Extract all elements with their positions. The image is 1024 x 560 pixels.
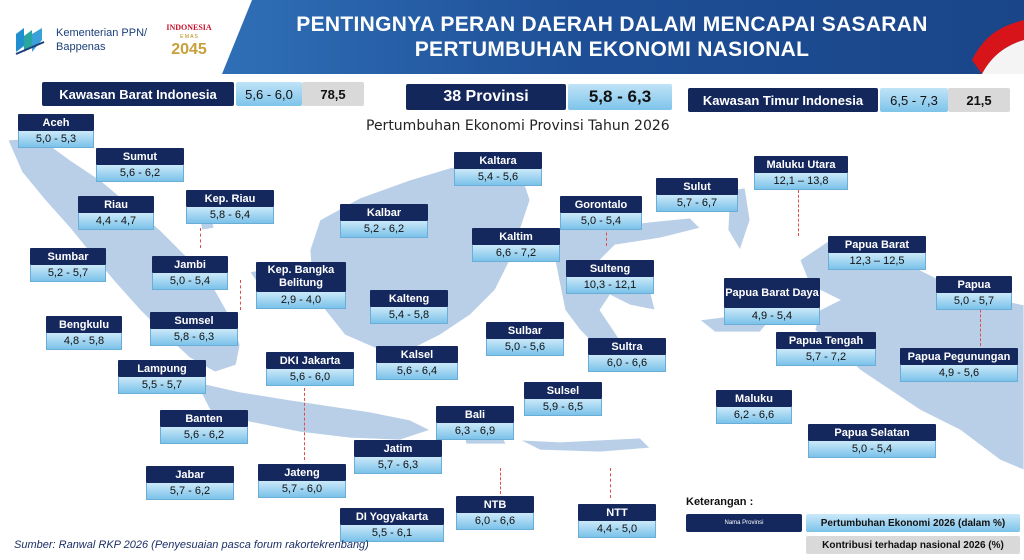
province-kalsel [376,346,458,380]
province-growth: 5,0 - 5,4 [152,273,228,290]
province-sumut [96,148,184,182]
province-sulbar [486,322,564,356]
province-name: Sumbar [30,248,106,265]
province-name: Sultra [588,338,666,355]
legend-growth-key: Pertumbuhan Ekonomi 2026 (dalam %) [806,514,1020,532]
province-name: DKI Jakarta [266,352,354,369]
province-name: Jateng [258,464,346,481]
west-region-growth: 5,6 - 6,0 [236,82,302,106]
province-growth: 4,9 - 5,4 [724,308,820,325]
province-growth: 5,7 - 6,2 [146,483,234,500]
province-growth: 10,3 - 12,1 [566,277,654,294]
province-name: Papua Barat Daya [724,278,820,308]
province-sulteng [566,260,654,294]
province-papua-tengah [776,332,876,366]
east-region-label: Kawasan Timur Indonesia [688,88,878,112]
province-jabar [146,466,234,500]
province-sulut [656,178,738,212]
province-name: Gorontalo [560,196,642,213]
province-growth: 6,0 - 6,6 [588,355,666,372]
province-growth: 4,4 - 5,0 [578,521,656,538]
province-maluku [716,390,792,424]
province-dki-jakarta [266,352,354,386]
province-growth: 5,6 - 6,2 [160,427,248,444]
province-growth: 5,0 - 5,4 [560,213,642,230]
province-kalteng [370,290,448,324]
province-papua [936,276,1012,310]
province-growth: 5,2 - 6,2 [340,221,428,238]
province-kep-riau [186,190,274,224]
province-name: Kep. Bangka Belitung [256,262,346,292]
province-aceh [18,114,94,148]
source-note: Sumber: Ranwal RKP 2026 (Penyesuaian pasca forum rakortekrenbang) [14,539,369,551]
province-name: Papua [936,276,1012,293]
province-sulsel [524,382,602,416]
title-banner [222,0,1024,74]
province-name: Maluku [716,390,792,407]
province-name: Kalsel [376,346,458,363]
legend-contribution-key: Kontribusi terhadap nasional 2026 (%) [806,536,1020,554]
indonesia-emas-logo [160,20,218,58]
province-growth: 5,0 - 5,7 [936,293,1012,310]
province-bengkulu [46,316,122,350]
province-growth: 5,5 - 6,1 [340,525,444,542]
province-growth: 5,2 - 5,7 [30,265,106,282]
svg-text:INDONESIA: INDONESIA [166,23,212,32]
province-growth: 6,2 - 6,6 [716,407,792,424]
province-gorontalo [560,196,642,230]
province-growth: 5,7 - 6,3 [354,457,442,474]
province-kep-bangka-belitung [256,262,346,309]
page-title-line1: PENTINGNYA PERAN DAERAH DALAM MENCAPAI SASARAN [296,13,928,36]
map-subtitle: Pertumbuhan Ekonomi Provinsi Tahun 2026 [366,118,670,134]
province-growth: 5,7 - 7,2 [776,349,876,366]
province-growth: 5,6 - 6,2 [96,165,184,182]
province-jambi [152,256,228,290]
bappenas-logo-icon [12,22,48,58]
province-growth: 5,5 - 5,7 [118,377,206,394]
province-name: Papua Tengah [776,332,876,349]
province-kalbar [340,204,428,238]
province-kaltara [454,152,542,186]
province-name: Sulteng [566,260,654,277]
province-riau [78,196,154,230]
province-banten [160,410,248,444]
svg-text:2045: 2045 [171,41,207,58]
east-region-contribution: 21,5 [948,88,1010,112]
province-growth: 6,3 - 6,9 [436,423,514,440]
leader-line [200,228,201,248]
province-growth: 5,6 - 6,4 [376,363,458,380]
province-growth: 12,1 – 13,8 [754,173,848,190]
national-growth: 5,8 - 6,3 [568,84,672,110]
province-papua-barat [828,236,926,270]
province-growth: 5,7 - 6,7 [656,195,738,212]
province-name: Sulbar [486,322,564,339]
province-growth: 6,6 - 7,2 [472,245,560,262]
east-region-growth: 6,5 - 7,3 [880,88,948,112]
west-region-label: Kawasan Barat Indonesia [42,82,234,106]
province-papua-barat-daya [724,278,820,325]
province-growth: 5,0 - 5,4 [808,441,936,458]
leader-line [304,388,305,460]
province-ntt [578,504,656,538]
province-name: Jatim [354,440,442,457]
province-growth: 5,7 - 6,0 [258,481,346,498]
province-papua-pegunungan [900,348,1018,382]
province-kaltim [472,228,560,262]
province-name: Sulut [656,178,738,195]
province-bali [436,406,514,440]
west-region-contribution: 78,5 [302,82,364,106]
province-name: Aceh [18,114,94,131]
svg-text:E M A S: E M A S [180,34,198,40]
province-name: Maluku Utara [754,156,848,173]
province-maluku-utara [754,156,848,190]
province-growth: 6,0 - 6,6 [456,513,534,530]
province-growth: 5,0 - 5,6 [486,339,564,356]
province-name: Sumsel [150,312,238,329]
province-papua-selatan [808,424,936,458]
province-sumbar [30,248,106,282]
province-name: Jambi [152,256,228,273]
province-jatim [354,440,442,474]
province-name: Papua Pegunungan [900,348,1018,365]
province-name: Sumut [96,148,184,165]
province-name: Kep. Riau [186,190,274,207]
province-name: Papua Selatan [808,424,936,441]
province-growth: 5,4 - 5,8 [370,307,448,324]
province-di-yogyakarta [340,508,444,542]
province-growth: 4,8 - 5,8 [46,333,122,350]
province-name: NTB [456,496,534,513]
province-lampung [118,360,206,394]
province-growth: 2,9 - 4,0 [256,292,346,309]
province-name: Kaltim [472,228,560,245]
province-name: DI Yogyakarta [340,508,444,525]
org-name-line1: Kementerian PPN/ [56,27,148,39]
province-growth: 4,4 - 4,7 [78,213,154,230]
province-name: Papua Barat [828,236,926,253]
province-name: Kaltara [454,152,542,169]
province-growth: 5,0 - 5,3 [18,131,94,148]
province-growth: 5,9 - 6,5 [524,399,602,416]
province-growth: 5,4 - 5,6 [454,169,542,186]
province-growth: 5,6 - 6,0 [266,369,354,386]
province-sultra [588,338,666,372]
province-name: Bali [436,406,514,423]
province-name: Jabar [146,466,234,483]
province-growth: 4,9 - 5,6 [900,365,1018,382]
province-sumsel [150,312,238,346]
province-name: Lampung [118,360,206,377]
province-growth: 5,8 - 6,3 [150,329,238,346]
province-growth: 5,8 - 6,4 [186,207,274,224]
legend-name-key: Nama Provinsi [686,514,802,532]
leader-line [240,280,241,310]
province-name: Banten [160,410,248,427]
province-jateng [258,464,346,498]
province-ntb [456,496,534,530]
leader-line [500,468,501,494]
legend-title: Keterangan : [686,496,754,508]
province-name: Sulsel [524,382,602,399]
province-name: NTT [578,504,656,521]
leader-line [798,190,799,236]
org-name-line2: Bappenas [56,41,106,53]
national-label: 38 Provinsi [406,84,566,110]
province-name: Kalbar [340,204,428,221]
province-name: Kalteng [370,290,448,307]
province-name: Riau [78,196,154,213]
leader-line [610,468,611,498]
province-name: Bengkulu [46,316,122,333]
page-title-line2: PERTUMBUHAN EKONOMI NASIONAL [414,38,810,61]
flag-decoration [962,0,1024,74]
province-growth: 12,3 – 12,5 [828,253,926,270]
header [0,0,1024,74]
